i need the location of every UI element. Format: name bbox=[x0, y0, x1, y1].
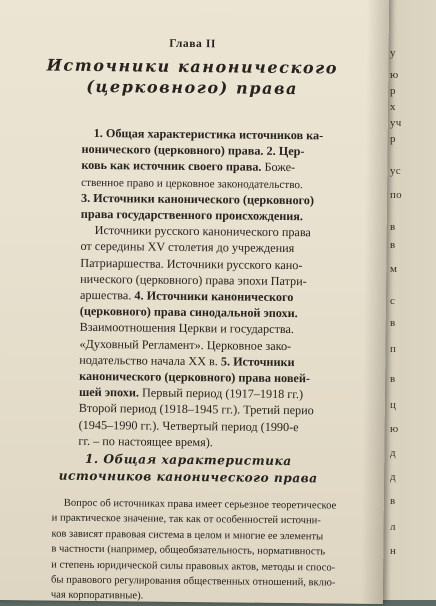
contents-line bbox=[79, 385, 303, 402]
contents-text: гг. – по настоящее время). bbox=[78, 433, 213, 450]
contents-heading-text: 1. Общая характеристика источников ка- bbox=[93, 125, 324, 143]
facing-page-fragment: в bbox=[390, 221, 396, 233]
contents-line bbox=[81, 158, 295, 175]
contents-line bbox=[95, 223, 311, 240]
chapter-title-line-2: (церковного) права bbox=[86, 76, 299, 99]
contents-heading-text: 4. Источники канонического bbox=[134, 288, 294, 305]
body-line: чая корпоративные). bbox=[50, 589, 144, 602]
contents-text: Взаимоотношения Церкви и государства. bbox=[79, 320, 295, 337]
facing-page-fragment: х bbox=[390, 101, 396, 113]
contents-heading-text: 5. Источники bbox=[220, 354, 295, 369]
contents-text: Второй период (1918–1945 гг.). Третий перио bbox=[78, 401, 314, 418]
contents-line bbox=[94, 126, 324, 143]
contents-text: Первый период (1917–1918 гг.) bbox=[141, 385, 304, 402]
contents-line bbox=[79, 336, 291, 353]
contents-line bbox=[81, 207, 303, 224]
contents-heading-text: ковь как источник своего права. bbox=[81, 158, 265, 175]
facing-page-fragment: н bbox=[390, 545, 397, 557]
contents-text: «Духовный Регламент». Церковное зако- bbox=[79, 336, 292, 353]
contents-text: аршества. bbox=[79, 287, 135, 303]
facing-page-fragment: ю bbox=[390, 423, 399, 435]
body-line: бы правового регулирования общественных отношений, вклю- bbox=[50, 574, 336, 589]
contents-heading-text: канонического (церковного) права новей- bbox=[79, 368, 311, 386]
contents-line bbox=[80, 304, 298, 321]
facing-page-fragment: р bbox=[390, 85, 396, 97]
contents-line bbox=[80, 239, 294, 256]
facing-page-fragment: в bbox=[390, 239, 396, 251]
contents-heading-text: шей эпохи. bbox=[78, 385, 143, 400]
facing-page-fragment: уч bbox=[390, 117, 402, 129]
facing-page-fragment: л bbox=[390, 521, 396, 533]
contents-heading-text: права государственного происхождения. bbox=[80, 206, 304, 224]
facing-page-fragment: д bbox=[390, 447, 396, 459]
contents-line bbox=[80, 320, 294, 337]
facing-page-fragment: в bbox=[390, 495, 396, 507]
contents-line bbox=[79, 353, 294, 370]
body-line: Вопрос об источниках права имеет серьезное теоретическое bbox=[63, 497, 337, 512]
contents-line bbox=[81, 142, 304, 159]
facing-page-fragment: м bbox=[390, 263, 398, 275]
contents-line bbox=[79, 401, 314, 418]
contents-line bbox=[80, 255, 302, 272]
contents-heading-text: 3. Источники канонического (церковного) bbox=[80, 190, 315, 208]
contents-text: нического (церковного) права эпохи Патри- bbox=[80, 271, 307, 289]
contents-text: от середины XV столетия до учреждения bbox=[80, 239, 295, 256]
facing-page-fragment: с bbox=[390, 295, 396, 307]
section-heading-line-2: источников канонического права bbox=[58, 468, 318, 486]
body-line: в частности (например, общеобязательность, нормативность bbox=[51, 543, 326, 558]
contents-text: Источники русского канонического права bbox=[94, 223, 311, 240]
facing-page-fragment: в bbox=[390, 317, 396, 329]
contents-line bbox=[80, 272, 307, 289]
chapter-title-line-1: Источники канонического bbox=[46, 55, 339, 78]
contents-text: Патриаршества. Источники русского кано- bbox=[80, 255, 303, 272]
contents-line bbox=[80, 288, 293, 305]
facing-page-fragment: у bbox=[390, 47, 396, 59]
body-line: и практическое значение, так как от особенностей источни- bbox=[51, 512, 321, 527]
section-heading-line-1: 1. Общая характеристика bbox=[84, 451, 292, 469]
facing-page-fragment: ц bbox=[390, 399, 397, 411]
contents-heading-text: (церковного) права синодальной эпохи. bbox=[79, 304, 298, 321]
contents-line bbox=[79, 369, 310, 386]
facing-page-fragment: д bbox=[390, 471, 396, 483]
body-line: и степень юридической силы правовых актов, методы и спосо- bbox=[51, 559, 336, 574]
contents-line bbox=[81, 191, 314, 208]
facing-page-fragment: по bbox=[390, 189, 402, 201]
contents-text: (1945–1990 гг.). Четвертый период (1990-е bbox=[78, 417, 299, 434]
contents-text: нодательство начала XX в. bbox=[79, 352, 222, 369]
contents-text: ственное право и церковное законодательство. bbox=[81, 176, 303, 191]
contents-text: Боже- bbox=[264, 160, 296, 175]
facing-page-fragment: в bbox=[390, 373, 396, 385]
contents-heading-text: 2. Цер- bbox=[266, 143, 305, 159]
facing-page-fragment: п bbox=[390, 343, 397, 355]
contents-heading-text: нонического (церковного) права. bbox=[81, 142, 267, 158]
facing-page-fragment: ю bbox=[390, 69, 399, 81]
contents-line bbox=[78, 434, 213, 450]
contents-line bbox=[79, 417, 299, 434]
facing-page-fragment: р bbox=[390, 133, 396, 145]
body-line: ков зависят правовая система в целом и многие ее элементы bbox=[51, 528, 324, 543]
facing-page-fragment: ус bbox=[390, 165, 401, 177]
chapter-label: Глава II bbox=[169, 37, 217, 51]
